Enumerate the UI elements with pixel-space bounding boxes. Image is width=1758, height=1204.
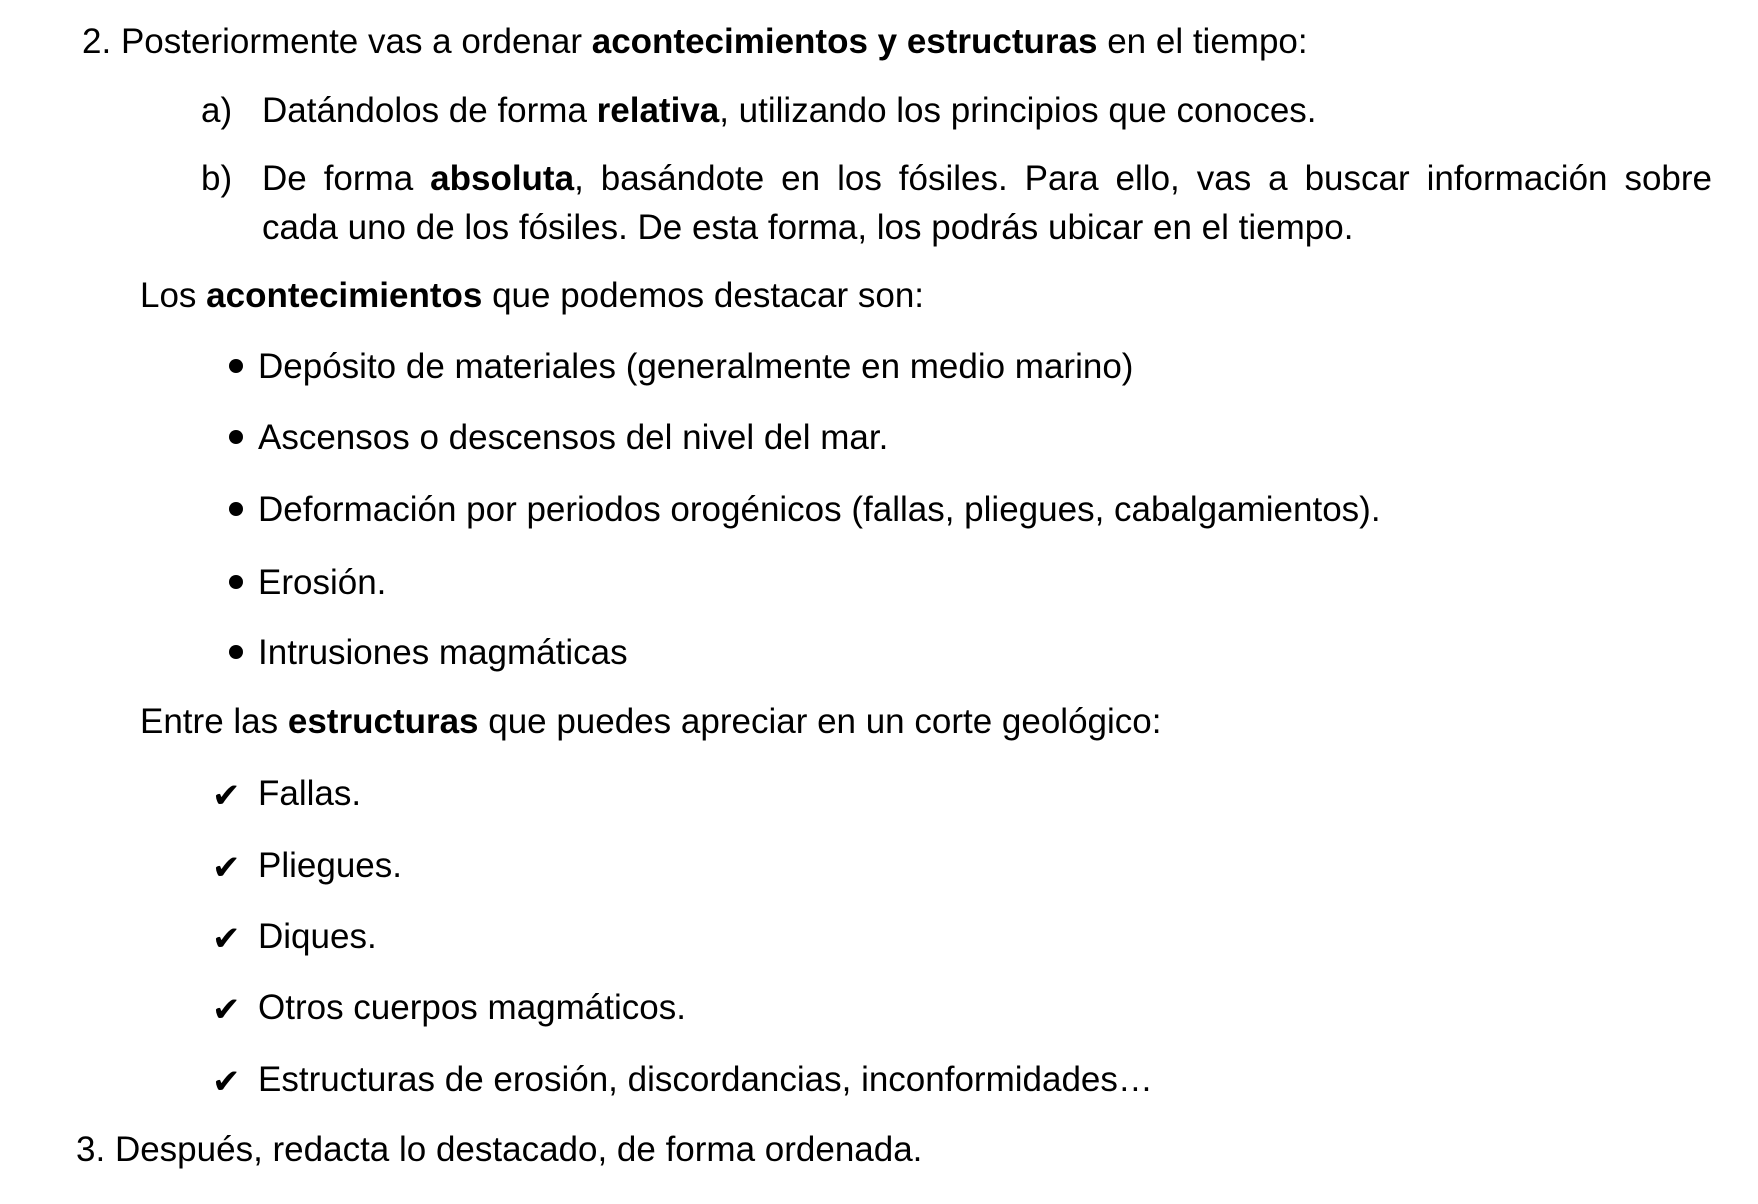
sub-item-a — [262, 89, 1317, 133]
bullet-icon — [229, 502, 243, 516]
list-item: Depósito de materiales (generalmente en medio marino) — [258, 347, 1134, 386]
list-item: Intrusiones magmáticas — [258, 633, 628, 672]
list-item: Pliegues. — [258, 846, 402, 885]
item-2-text-post: en el tiempo: — [1097, 22, 1308, 61]
sub-item-a-text-bold: relativa — [596, 91, 720, 130]
sub-item-b-line-1-post: , basándote en los fósiles. Para ello, vas a buscar información sobre — [574, 159, 1713, 198]
list-item: Fallas. — [258, 774, 362, 813]
checkmark-icon: ✔ — [212, 848, 241, 888]
structures-intro — [140, 700, 1161, 744]
sub-item-b-line-1-bold: absoluta — [430, 159, 575, 198]
list-item: Estructuras de erosión, discordancias, inconformidades… — [258, 1060, 1153, 1099]
bullet-icon — [229, 430, 243, 444]
structures-intro-pre: Entre las — [140, 702, 288, 741]
checkmark-icon: ✔ — [212, 919, 241, 959]
checkmark-icon: ✔ — [212, 990, 241, 1030]
list-item: Erosión. — [258, 563, 387, 602]
structures-intro-post: que puedes apreciar en un corte geológico: — [478, 702, 1162, 741]
item-2-text-pre: Posteriormente vas a ordenar — [120, 22, 592, 61]
bullet-icon — [229, 575, 243, 589]
sub-item-a-text-pre: Datándolos de forma — [262, 91, 597, 130]
bullet-icon — [229, 359, 243, 373]
list-item: Deformación por periodos orogénicos (fallas, pliegues, cabalgamientos). — [258, 490, 1381, 529]
item-2 — [82, 20, 1308, 64]
sub-item-b-line-1 — [262, 157, 1712, 201]
list-item: Otros cuerpos magmáticos. — [258, 988, 686, 1027]
structures-intro-bold: estructuras — [287, 702, 479, 741]
sub-item-a-label: a) — [201, 91, 233, 130]
item-3 — [76, 1128, 922, 1172]
sub-item-a-text-post: , utilizando los principios que conoces. — [719, 91, 1317, 130]
list-item: Ascensos o descensos del nivel del mar. — [258, 418, 889, 457]
sub-item-b-line-2: cada uno de los fósiles. De esta forma, los podrás ubicar en el tiempo. — [262, 208, 1354, 247]
events-intro-post: que podemos destacar son: — [482, 276, 925, 315]
events-intro-pre: Los — [140, 276, 207, 315]
sub-item-b-label: b) — [201, 159, 233, 198]
events-intro-bold: acontecimientos — [206, 276, 483, 315]
item-2-text-bold: acontecimientos y estructuras — [591, 22, 1098, 61]
bullet-icon — [229, 645, 243, 659]
item-3-text: Después, redacta lo destacado, de forma ordenada. — [114, 1130, 923, 1169]
item-3-number: 3. — [76, 1130, 106, 1169]
checkmark-icon: ✔ — [212, 776, 241, 816]
sub-item-b-line-1-pre: De forma — [262, 159, 431, 198]
events-intro — [140, 274, 924, 318]
list-item: Diques. — [258, 917, 377, 956]
item-2-number: 2. — [82, 22, 112, 61]
checkmark-icon: ✔ — [212, 1062, 241, 1102]
